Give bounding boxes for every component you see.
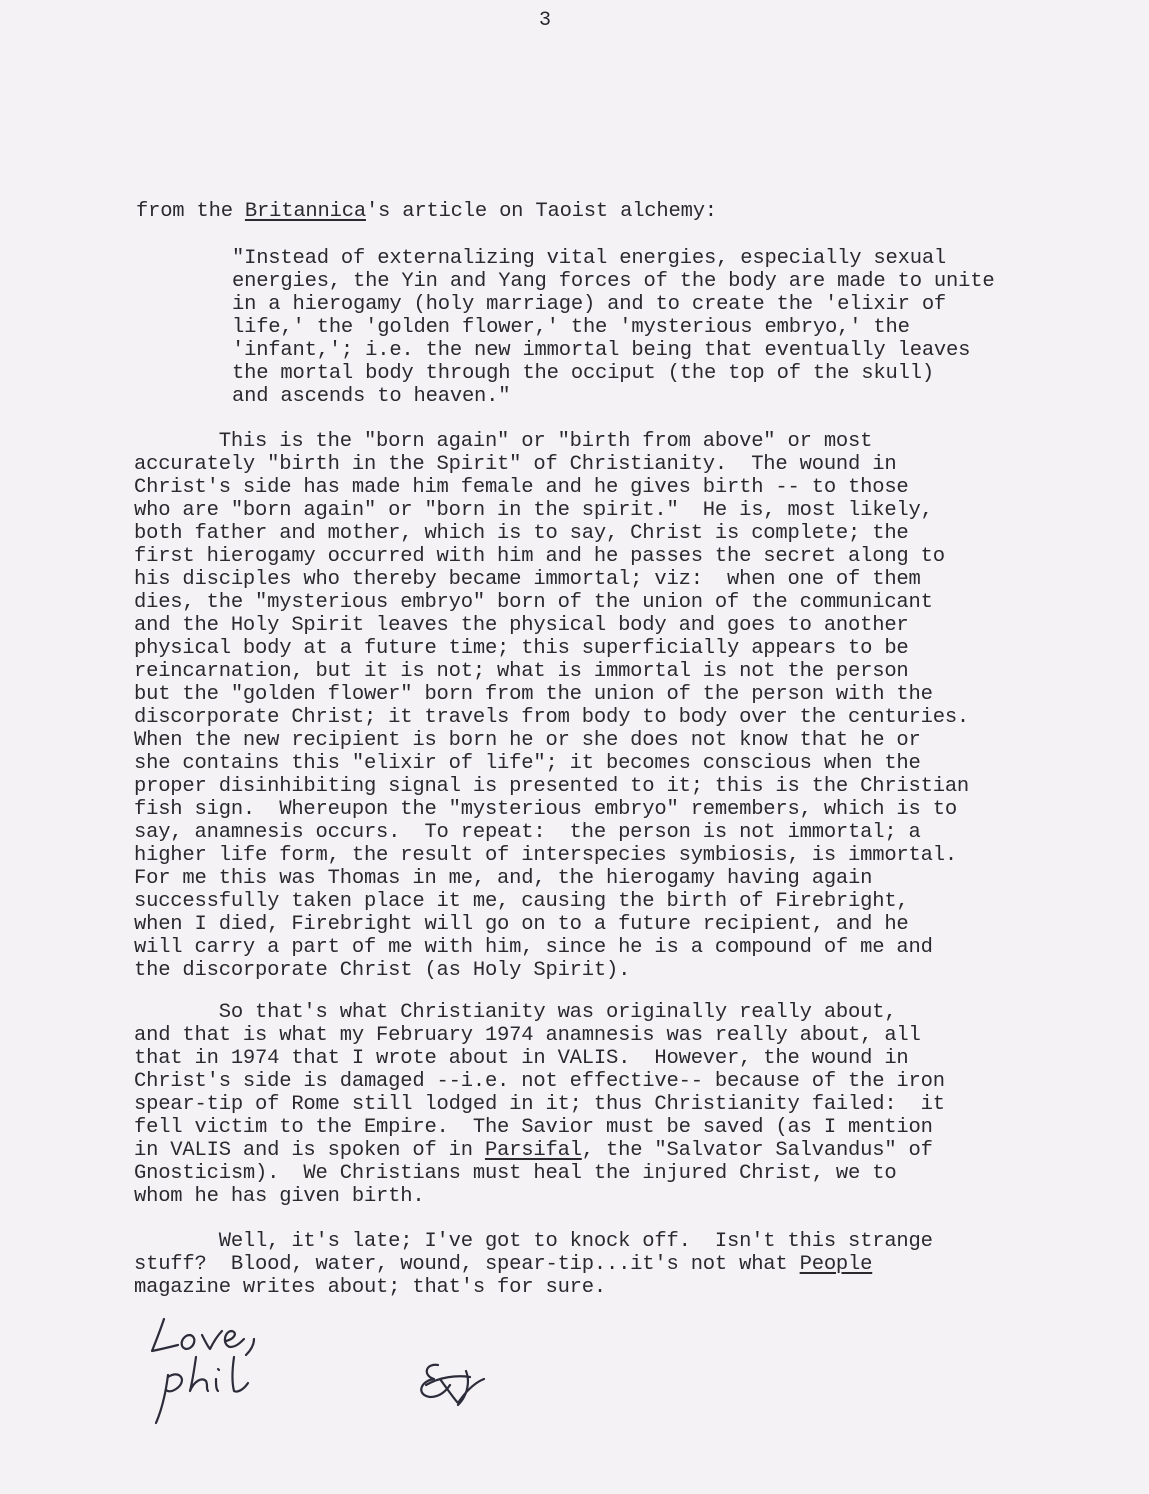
signature-phil-stroke xyxy=(233,1357,249,1392)
handwritten-signature xyxy=(140,1305,540,1435)
paragraph-line: she contains this "elixir of life"; it becomes conscious when the xyxy=(134,752,921,775)
page-number: 3 xyxy=(538,9,551,32)
paragraph-line: will carry a part of me with him, since he is a compound of me and xyxy=(134,936,933,959)
paragraph-line: fish sign. Whereupon the "mysterious embryo" remembers, which is to xyxy=(134,798,957,821)
paragraph-line: physical body at a future time; this superficially appears to be xyxy=(134,637,909,660)
paragraph-line: his disciples who thereby became immortal; viz: when one of them xyxy=(134,568,921,591)
paragraph-line: when I died, Firebright will go on to a future recipient, and he xyxy=(134,913,909,936)
paragraph-line: both father and mother, which is to say, Christ is complete; the xyxy=(134,522,909,545)
paragraph-line: successfully taken place it me, causing the birth of Firebright, xyxy=(134,890,909,913)
paragraph-line: This is the "born again" or "birth from above" or most xyxy=(134,430,873,453)
quote-line: "Instead of externalizing vital energies, especially sexual xyxy=(232,247,947,270)
signature-love-stroke xyxy=(246,1339,254,1355)
paragraph-line: and that is what my February 1974 anamnesis was really about, all xyxy=(134,1024,921,1047)
paragraph-line: Well, it's late; I've got to knock off. Isn't this strange xyxy=(134,1230,933,1253)
paragraph-line: accurately "birth in the Spirit" of Christianity. The wound in xyxy=(134,453,897,476)
paragraph-line: So that's what Christianity was originally really about, xyxy=(134,1001,897,1024)
paragraph-line: fell victim to the Empire. The Savior must be saved (as I mention xyxy=(134,1116,933,1139)
signature-phil-stroke xyxy=(218,1369,219,1370)
signature-love-stroke xyxy=(182,1335,195,1349)
signature-drawing xyxy=(140,1305,540,1435)
paragraph-line: who are "born again" or "born in the spirit." He is, most likely, xyxy=(134,499,933,522)
parsifal-before: in VALIS and is spoken of in xyxy=(134,1139,485,1162)
paragraph-line xyxy=(134,1139,933,1162)
paragraph-line: spear-tip of Rome still lodged in it; thus Christianity failed: it xyxy=(134,1093,945,1116)
signature-phil-stroke xyxy=(190,1357,208,1391)
paragraph-line: first hierogamy occurred with him and he passes the secret along to xyxy=(134,545,945,568)
people-before: stuff? Blood, water, wound, spear-tip...it's not what xyxy=(134,1253,800,1276)
parsifal-title: Parsifal xyxy=(484,1139,582,1162)
paragraph-line: proper disinhibiting signal is presented to it; this is the Christian xyxy=(134,775,970,798)
paragraph-line: Christ's side is damaged --i.e. not effective-- because of the iron xyxy=(134,1070,945,1093)
intro-after: 's article on Taoist alchemy: xyxy=(365,200,717,223)
paragraph-line: that in 1974 that I wrote about in VALIS. However, the wound in xyxy=(134,1047,909,1070)
paragraph-line: reincarnation, but it is not; what is immortal is not the person xyxy=(134,660,909,683)
paragraph-line: say, anamnesis occurs. To repeat: the person is not immortal; a xyxy=(134,821,921,844)
paragraph-line: dies, the "mysterious embryo" born of the union of the communicant xyxy=(134,591,933,614)
quote-line: in a hierogamy (holy marriage) and to create the 'elixir of xyxy=(232,293,947,316)
quote-line: 'infant,'; i.e. the new immortal being that eventually leaves xyxy=(232,339,971,362)
signature-love-stroke xyxy=(225,1331,244,1347)
paragraph-line: For me this was Thomas in me, and, the hierogamy having again xyxy=(134,867,873,890)
paragraph-line: but the "golden flower" born from the union of the person with the xyxy=(134,683,933,706)
paragraph-line: higher life form, the result of interspecies symbiosis, is immortal. xyxy=(134,844,957,867)
paragraph-line: Christ's side has made him female and he gives birth -- to those xyxy=(134,476,909,499)
paragraph-line: the discorporate Christ (as Holy Spirit). xyxy=(134,959,631,982)
quote-line: the mortal body through the occiput (the top of the skull) xyxy=(232,362,934,385)
paragraph-line: magazine writes about; that's for sure. xyxy=(134,1276,606,1299)
intro-before: from the xyxy=(136,200,245,223)
quote-line: energies, the Yin and Yang forces of the body are made to unite xyxy=(232,270,995,293)
quote-line: and ascends to heaven." xyxy=(232,385,511,408)
signature-love-stroke xyxy=(202,1331,222,1349)
paragraph-line: and the Holy Spirit leaves the physical body and goes to another xyxy=(134,614,909,637)
paragraph-line: whom he has given birth. xyxy=(134,1185,425,1208)
signature-phil-stroke xyxy=(166,1374,182,1391)
signature-phil-stroke xyxy=(156,1375,168,1423)
parsifal-after: , the "Salvator Salvandus" of xyxy=(581,1139,933,1162)
people-magazine-title: People xyxy=(799,1253,873,1276)
intro-line xyxy=(136,200,717,223)
paragraph-line: Gnosticism). We Christians must heal the injured Christ, we to xyxy=(134,1162,897,1185)
britannica-title: Britannica xyxy=(244,200,366,223)
quote-line: life,' the 'golden flower,' the 'mysterious embryo,' the xyxy=(232,316,910,339)
paragraph-line: When the new recipient is born he or she does not know that he or xyxy=(134,729,921,752)
paragraph-line: discorporate Christ; it travels from body to body over the centuries. xyxy=(134,706,970,729)
signature-phil-stroke xyxy=(216,1379,218,1391)
paragraph-line xyxy=(134,1253,872,1276)
signature-love-stroke xyxy=(152,1319,178,1351)
